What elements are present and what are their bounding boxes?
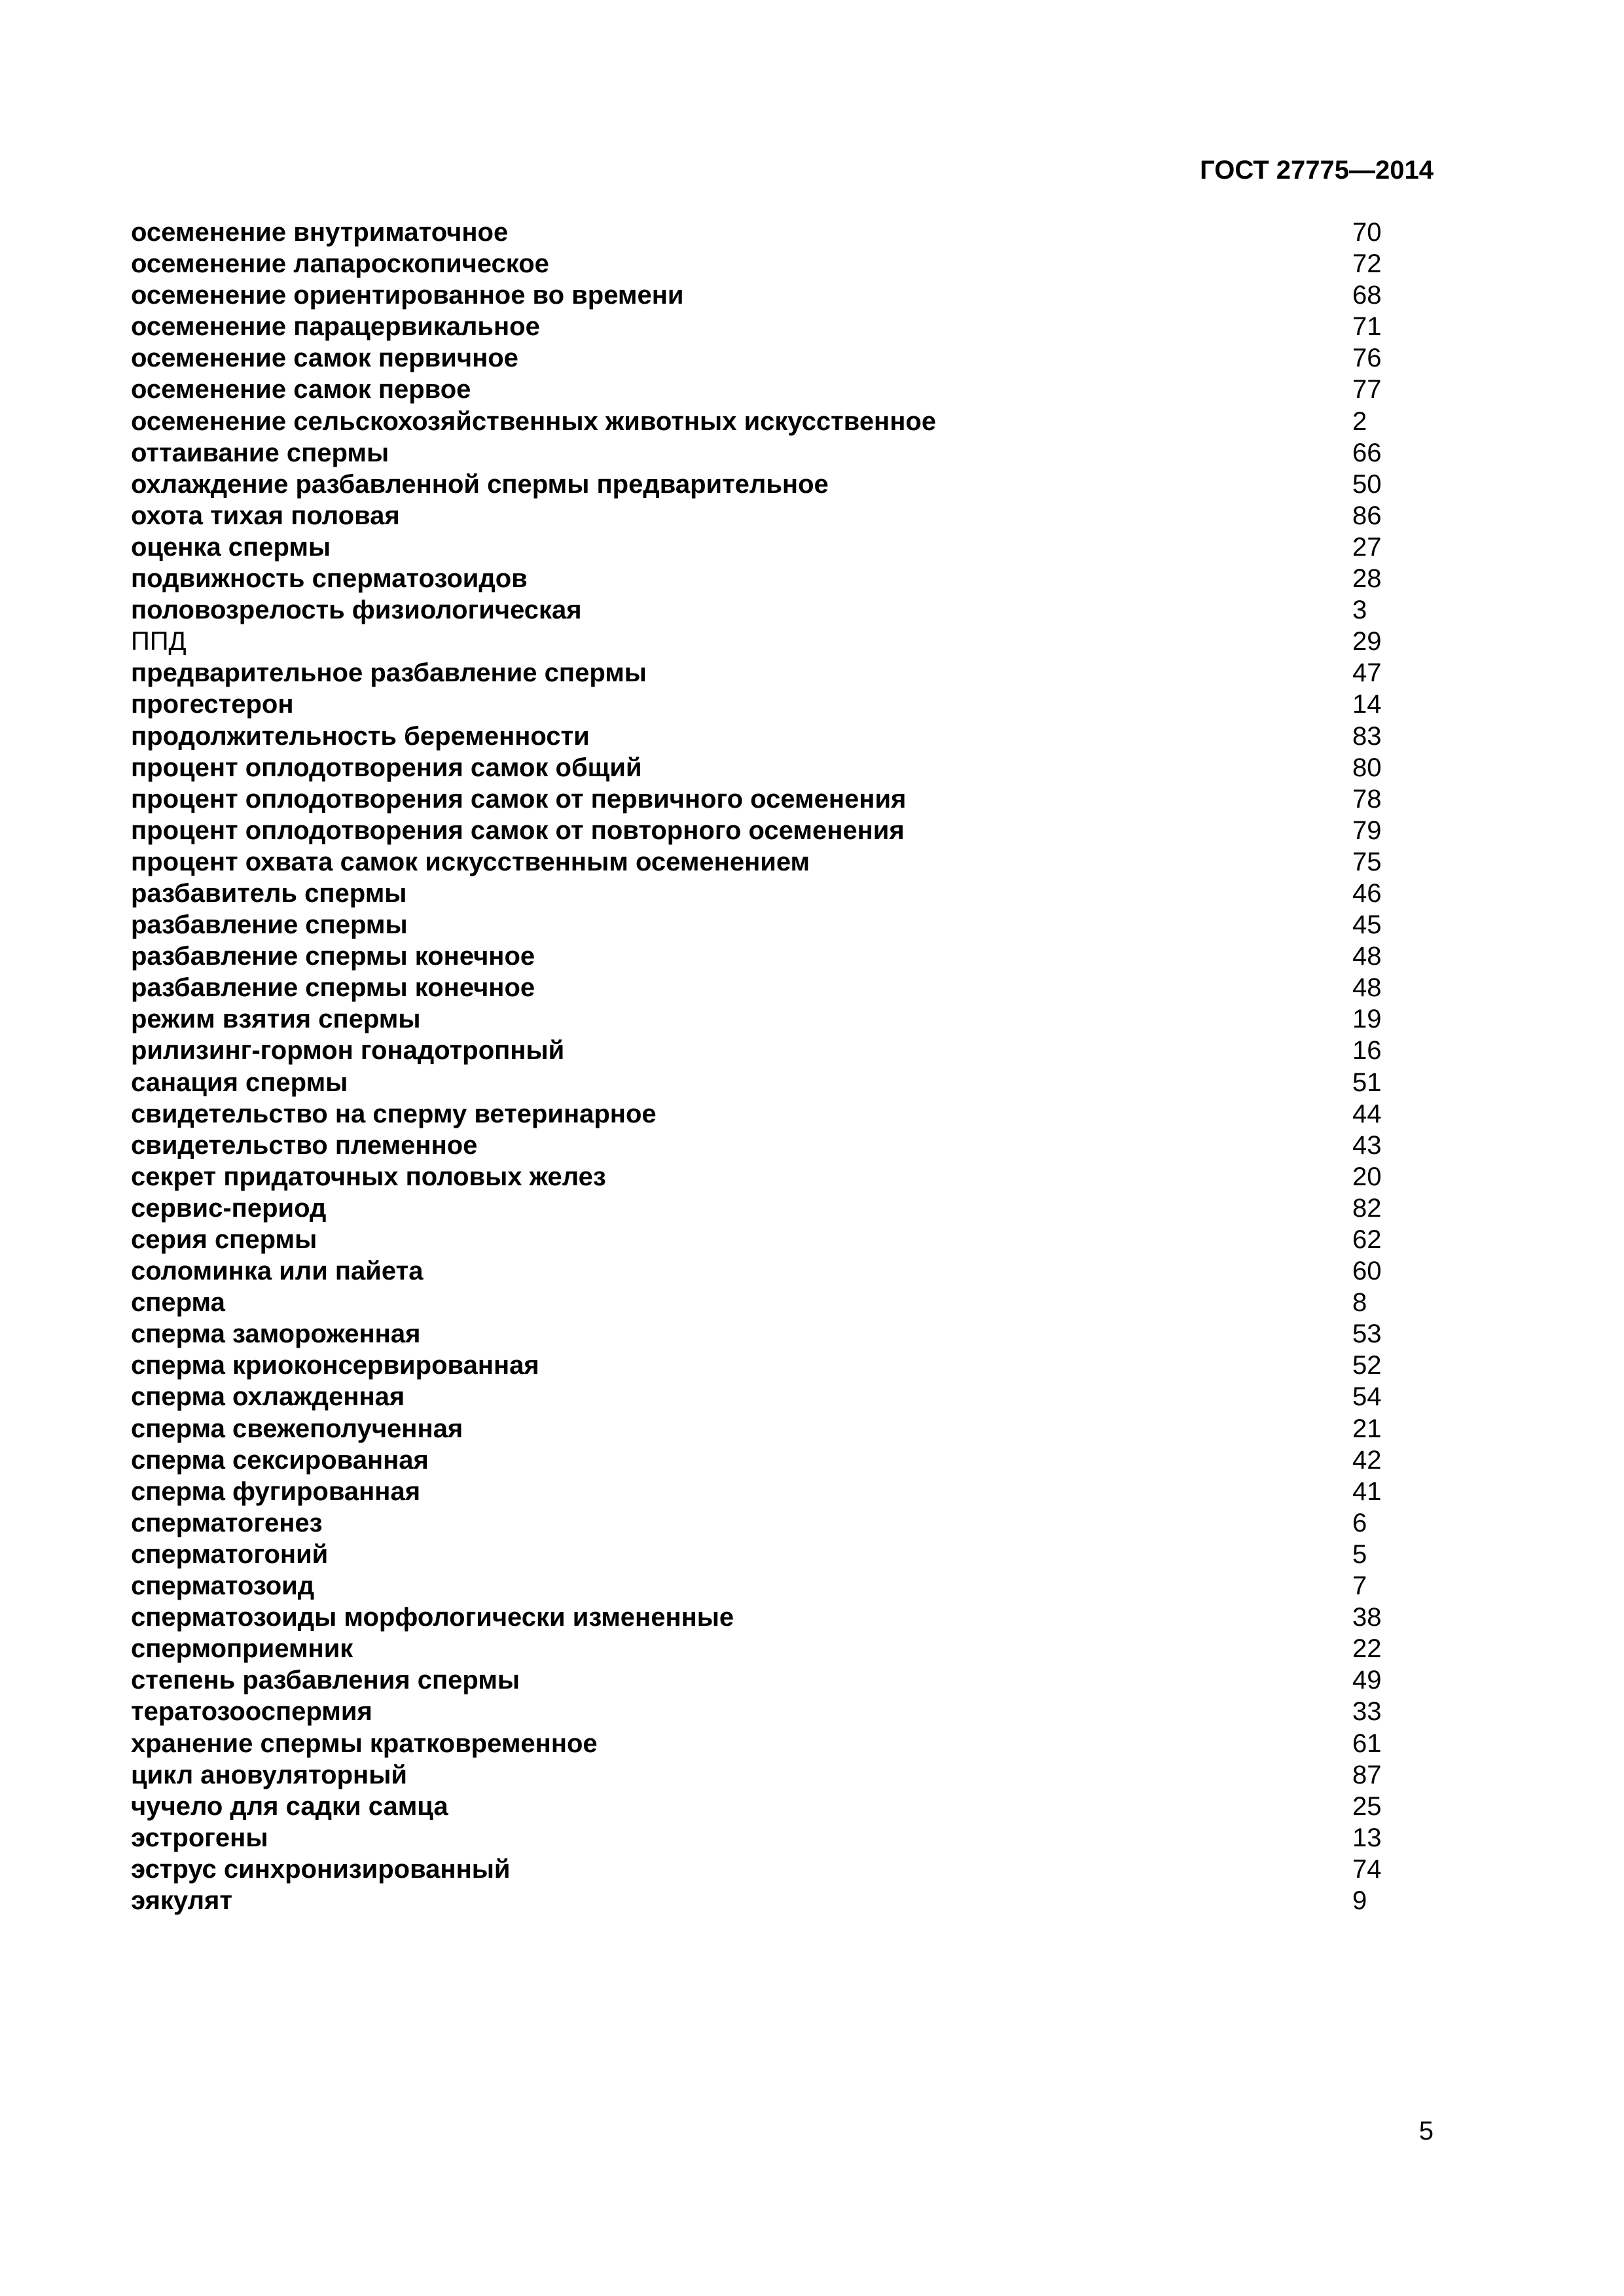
- index-entry: [131, 1318, 1388, 1350]
- index-entry: [131, 1350, 1388, 1381]
- index-term-number: 13: [1352, 1823, 1382, 1852]
- index-term-number: 33: [1352, 1697, 1382, 1727]
- index-term-number: 76: [1352, 344, 1382, 373]
- index-term-number: 70: [1352, 218, 1382, 247]
- index-term: сперма сексированная: [131, 1445, 429, 1475]
- index-term-number: 54: [1352, 1382, 1382, 1412]
- index-term: тератозооспермия: [131, 1697, 372, 1727]
- index-term: половозрелость физиологическая: [131, 596, 582, 625]
- index-entry: [131, 406, 1388, 437]
- index-entry: [131, 846, 1388, 878]
- index-term-number: 86: [1352, 501, 1382, 530]
- index-term: сперма фугированная: [131, 1477, 421, 1506]
- index-entry: [131, 783, 1388, 815]
- index-term: свидетельство на сперму ветеринарное: [131, 1099, 657, 1128]
- index-entry: [131, 1098, 1388, 1130]
- index-entry: [131, 1507, 1388, 1539]
- index-entry: [131, 1759, 1388, 1791]
- index-term: разбавление спермы: [131, 910, 408, 940]
- index-term-number: 6: [1352, 1508, 1367, 1537]
- index-entry: [131, 500, 1388, 531]
- index-entry: [131, 311, 1388, 342]
- index-entry: [131, 1885, 1388, 1916]
- index-term-number: 2: [1352, 406, 1367, 436]
- index-term-number: 44: [1352, 1099, 1382, 1128]
- index-term-number: 45: [1352, 910, 1382, 940]
- index-term: эякулят: [131, 1886, 232, 1915]
- index-term-number: 42: [1352, 1445, 1382, 1475]
- index-entry: [131, 248, 1388, 279]
- index-entry: [131, 1476, 1388, 1507]
- index-entry: [131, 1633, 1388, 1664]
- index-term-number: 25: [1352, 1791, 1382, 1821]
- index-entry: [131, 1696, 1388, 1727]
- index-term-number: 9: [1352, 1886, 1367, 1915]
- index-term: разбавитель спермы: [131, 878, 407, 908]
- index-entry: [131, 1444, 1388, 1476]
- index-term: рилизинг-гормон гонадотропный: [131, 1036, 565, 1066]
- index-term-number: 48: [1352, 973, 1382, 1003]
- index-term: эстрогены: [131, 1823, 268, 1852]
- index-term: процент оплодотворения самок общий: [131, 753, 642, 782]
- index-term-number: 62: [1352, 1225, 1382, 1254]
- page-number: 5: [1418, 2117, 1434, 2145]
- index-term-number: 28: [1352, 564, 1382, 594]
- index-term: осеменение самок первичное: [131, 344, 518, 373]
- index-term: осеменение парацервикальное: [131, 312, 540, 342]
- index-entry: [131, 1287, 1388, 1318]
- index-term-number: 19: [1352, 1005, 1382, 1034]
- doc-code: ГОСТ 27775—2014: [1200, 156, 1434, 185]
- index-entry: [131, 972, 1388, 1003]
- index-entry: [131, 279, 1388, 311]
- index-term-number: 74: [1352, 1854, 1382, 1884]
- index-term: разбавление спермы конечное: [131, 973, 535, 1003]
- index-term-number: 53: [1352, 1319, 1382, 1349]
- index-entry: [131, 1539, 1388, 1570]
- index-term: сперматозоид: [131, 1571, 315, 1601]
- index-entry: [131, 563, 1388, 594]
- index-term: разбавление спермы конечное: [131, 942, 535, 971]
- index-term-number: 50: [1352, 469, 1382, 499]
- index-term-number: 27: [1352, 532, 1382, 562]
- index-entry: [131, 594, 1388, 626]
- index-entry: [131, 909, 1388, 941]
- index-entry: [131, 1822, 1388, 1854]
- index-term: осеменение внутриматочное: [131, 218, 509, 247]
- index-term: сперматогоний: [131, 1539, 329, 1569]
- index-entry: [131, 689, 1388, 720]
- index-term: предварительное разбавление спермы: [131, 658, 647, 688]
- index-term-number: 66: [1352, 438, 1382, 467]
- index-term: процент оплодотворения самок от первичного осеменения: [131, 784, 907, 814]
- index-term-number: 29: [1352, 627, 1382, 656]
- index-term-number: 83: [1352, 721, 1382, 751]
- index-term: процент оплодотворения самок от повторного осеменения: [131, 816, 905, 845]
- alphabetical-index: [131, 217, 1388, 1916]
- index-term: режим взятия спермы: [131, 1005, 421, 1034]
- index-term: хранение спермы кратковременное: [131, 1729, 598, 1758]
- index-entry: [131, 1161, 1388, 1193]
- index-entry: [131, 626, 1388, 657]
- index-term-number: 20: [1352, 1162, 1382, 1191]
- index-entry: [131, 657, 1388, 689]
- index-term: осеменение самок первое: [131, 375, 471, 404]
- index-entry: [131, 1224, 1388, 1255]
- index-entry: [131, 1035, 1388, 1066]
- index-term: соломинка или пайета: [131, 1257, 424, 1286]
- index-entry: [131, 469, 1388, 500]
- index-term: продолжительность беременности: [131, 721, 590, 751]
- index-term-number: 21: [1352, 1414, 1382, 1443]
- index-term-number: 7: [1352, 1571, 1367, 1601]
- index-entry: [131, 1854, 1388, 1885]
- index-term-number: 72: [1352, 249, 1382, 279]
- index-term-number: 14: [1352, 690, 1382, 719]
- index-term: процент охвата самок искусственным осеменением: [131, 847, 810, 876]
- index-term-number: 3: [1352, 596, 1367, 625]
- index-entry: [131, 217, 1388, 248]
- index-term-number: 41: [1352, 1477, 1382, 1506]
- index-term: свидетельство племенное: [131, 1130, 478, 1160]
- index-term: серия спермы: [131, 1225, 317, 1254]
- index-entry: [131, 1664, 1388, 1696]
- index-term: осеменение сельскохозяйственных животных искусственное: [131, 406, 937, 436]
- index-entry: [131, 342, 1388, 374]
- index-entry: [131, 374, 1388, 405]
- index-entry: [131, 1381, 1388, 1412]
- index-term-number: 61: [1352, 1729, 1382, 1758]
- index-term-number: 43: [1352, 1130, 1382, 1160]
- index-term: осеменение ориентированное во времени: [131, 281, 684, 310]
- index-term: сперма: [131, 1288, 225, 1318]
- index-term-number: 16: [1352, 1036, 1382, 1066]
- index-entry: [131, 941, 1388, 972]
- index-term: сперма свежеполученная: [131, 1414, 463, 1443]
- index-term-number: 77: [1352, 375, 1382, 404]
- index-entry: [131, 878, 1388, 909]
- index-term-number: 49: [1352, 1666, 1382, 1695]
- index-term-number: 82: [1352, 1193, 1382, 1223]
- index-entry: [131, 1067, 1388, 1098]
- index-entry: [131, 815, 1388, 846]
- index-term: сперма криоконсервированная: [131, 1351, 539, 1380]
- index-term: оттаивание спермы: [131, 438, 389, 467]
- index-term: эструс синхронизированный: [131, 1854, 511, 1884]
- index-term-number: 8: [1352, 1288, 1367, 1318]
- document-header: [1200, 154, 1434, 186]
- index-term-number: 52: [1352, 1351, 1382, 1380]
- index-entry: [131, 721, 1388, 752]
- index-term: сперма охлажденная: [131, 1382, 405, 1412]
- index-term: сперматогенез: [131, 1508, 323, 1537]
- index-entry: [131, 752, 1388, 783]
- index-term: прогестерон: [131, 690, 294, 719]
- index-term: охлаждение разбавленной спермы предварительное: [131, 469, 829, 499]
- index-term: сервис-период: [131, 1193, 327, 1223]
- index-entry: [131, 1413, 1388, 1444]
- index-entry: [131, 1130, 1388, 1161]
- index-term: степень разбавления спермы: [131, 1666, 520, 1695]
- index-entry: [131, 1570, 1388, 1602]
- index-term-number: 51: [1352, 1067, 1382, 1097]
- index-term: охота тихая половая: [131, 501, 400, 530]
- index-term: санация спермы: [131, 1067, 348, 1097]
- index-entry: [131, 1255, 1388, 1287]
- index-term-number: 46: [1352, 878, 1382, 908]
- index-term: сперма замороженная: [131, 1319, 421, 1349]
- index-term: сперматозоиды морфологически измененные: [131, 1603, 734, 1632]
- index-term: ППД: [131, 627, 187, 656]
- index-entry: [131, 1003, 1388, 1035]
- index-term-number: 48: [1352, 942, 1382, 971]
- index-term-number: 60: [1352, 1257, 1382, 1286]
- index-term: подвижность сперматозоидов: [131, 564, 528, 594]
- index-term: оценка спермы: [131, 532, 331, 562]
- index-term-number: 79: [1352, 816, 1382, 845]
- index-entry: [131, 1728, 1388, 1759]
- index-term-number: 75: [1352, 847, 1382, 876]
- index-term-number: 78: [1352, 784, 1382, 814]
- index-term-number: 5: [1352, 1539, 1367, 1569]
- index-term-number: 71: [1352, 312, 1382, 342]
- index-term-number: 38: [1352, 1603, 1382, 1632]
- index-term: секрет придаточных половых желез: [131, 1162, 606, 1191]
- index-term-number: 22: [1352, 1634, 1382, 1664]
- index-entry: [131, 1791, 1388, 1822]
- index-term: цикл ановуляторный: [131, 1760, 407, 1789]
- index-entry: [131, 1193, 1388, 1224]
- index-term: осеменение лапароскопическое: [131, 249, 549, 279]
- index-entry: [131, 531, 1388, 563]
- index-term-number: 87: [1352, 1760, 1382, 1789]
- index-term-number: 47: [1352, 658, 1382, 688]
- index-term-number: 80: [1352, 753, 1382, 782]
- index-entry: [131, 1602, 1388, 1633]
- index-term: чучело для садки самца: [131, 1791, 448, 1821]
- index-term: спермоприемник: [131, 1634, 353, 1664]
- index-entry: [131, 437, 1388, 469]
- index-term-number: 68: [1352, 281, 1382, 310]
